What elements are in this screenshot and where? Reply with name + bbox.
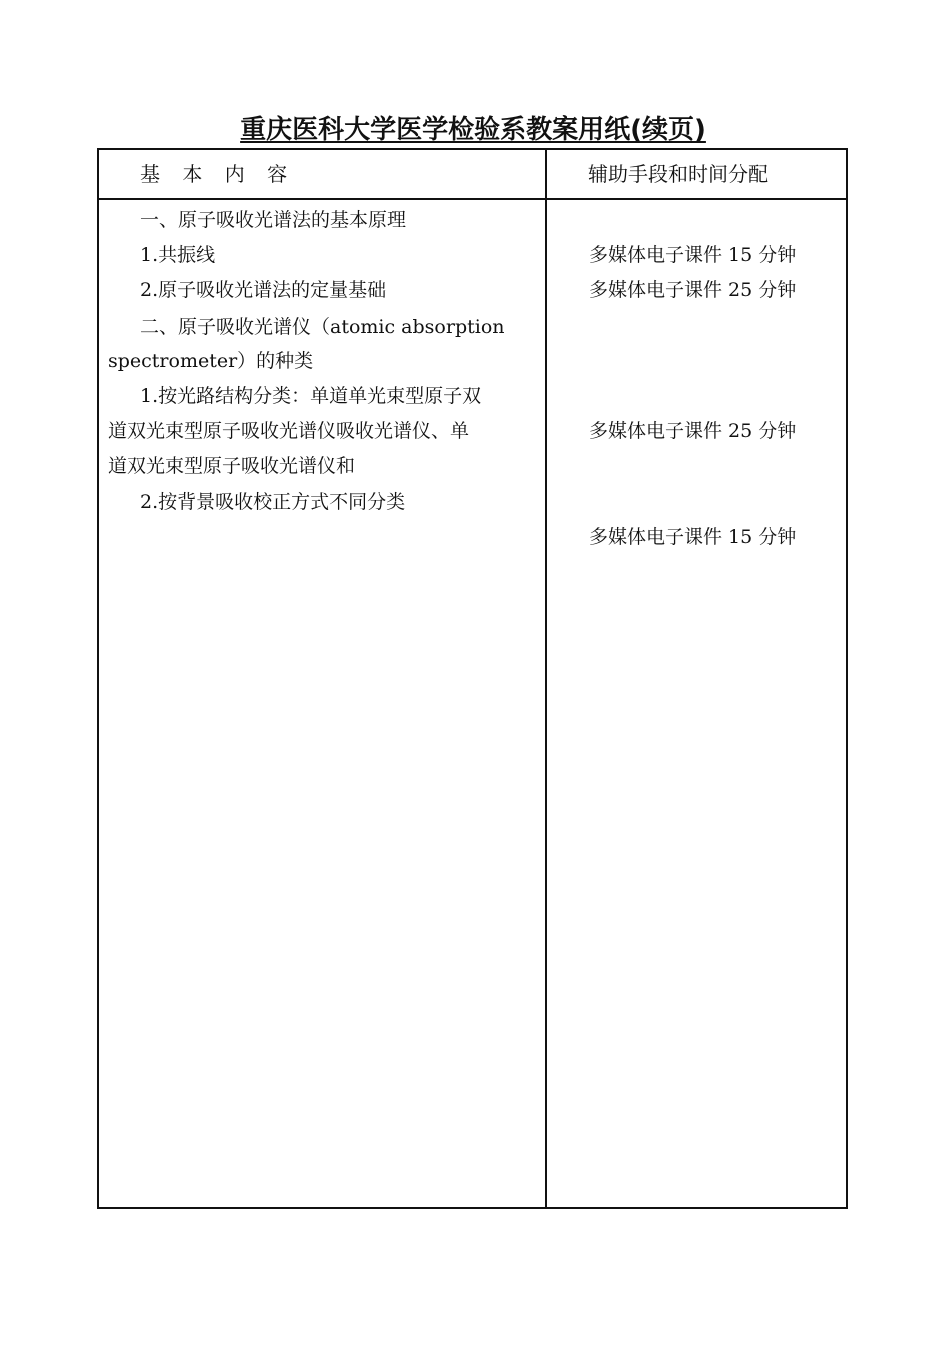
header-basic-content: 基 本 内 容 — [140, 162, 289, 186]
section-heading-principles: 一、原子吸收光谱法的基本原理 — [140, 209, 407, 231]
content-line-optical-path-cont1: 道双光束型原子吸收光谱仪吸收光谱仪、单 — [108, 420, 470, 442]
content-line-resonance: 1.共振线 — [140, 244, 216, 266]
column-divider — [545, 148, 547, 1209]
content-line-quantitative-basis: 2.原子吸收光谱法的定量基础 — [140, 279, 387, 301]
content-line-optical-path-cont2: 道双光束型原子吸收光谱仪和 — [108, 455, 356, 477]
content-line-optical-path: 1.按光路结构分类：单道单光束型原子双 — [140, 385, 482, 407]
header-divider — [97, 198, 848, 200]
lesson-plan-table — [97, 148, 848, 1209]
content-line-background-correction: 2.按背景吸收校正方式不同分类 — [140, 491, 406, 513]
content-line-spectrometer-cont: spectrometer）的种类 — [108, 350, 314, 372]
time-allocation-optical-path: 多媒体电子课件 25 分钟 — [589, 420, 797, 442]
time-allocation-quantitative: 多媒体电子课件 25 分钟 — [589, 279, 797, 301]
time-allocation-background: 多媒体电子课件 15 分钟 — [589, 526, 797, 548]
page-title: 重庆医科大学医学检验系教案用纸(续页) — [240, 115, 706, 145]
header-aids-and-time: 辅助手段和时间分配 — [588, 162, 768, 186]
time-allocation-resonance: 多媒体电子课件 15 分钟 — [589, 244, 797, 266]
section-heading-spectrometer: 二、原子吸收光谱仪（atomic absorption — [140, 316, 505, 338]
